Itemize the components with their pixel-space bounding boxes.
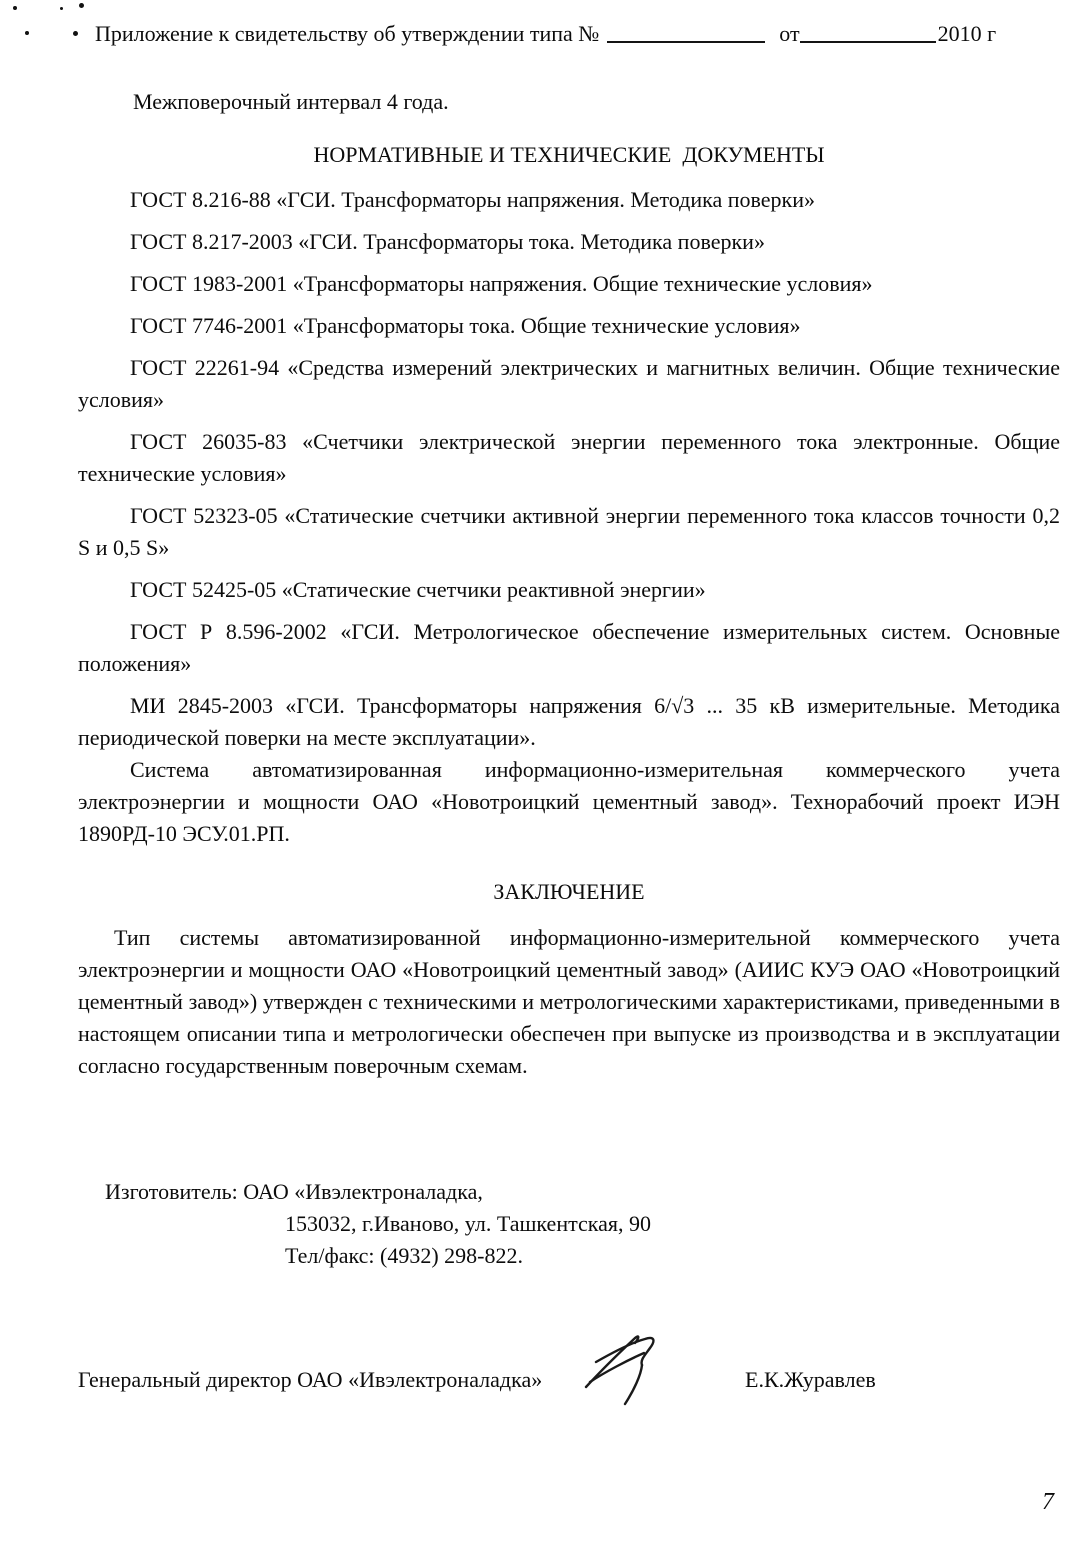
manufacturer-address: 153032, г.Иваново, ул. Ташкентская, 90 (285, 1211, 651, 1236)
signoff-row (78, 1336, 1060, 1466)
manufacturer-phone: Тел/факс: (4932) 298-822. (285, 1243, 523, 1268)
normative-item: ГОСТ 52323-05 «Статические счетчики активной энергии переменного тока классов точности 0,2 S и 0,5 S» (78, 503, 1060, 560)
scan-artifact-dot (25, 31, 29, 35)
scan-artifact-dot (13, 6, 17, 10)
header-from-label: от (779, 21, 800, 46)
manufacturer-name: Изготовитель: ОАО «Ивэлектроналадка, (105, 1179, 483, 1204)
scan-artifact-dot (79, 3, 84, 8)
manufacturer-block (78, 1176, 1060, 1272)
section-heading-conclusion: ЗАКЛЮЧЕНИЕ (493, 879, 645, 904)
normative-item: Система автоматизированная информационно-измерительная коммерческого учета электроэнергии и мощности ОАО «Новотроицкий цементный завод». Технорабочий проект ИЭН 1890РД-10 ЭСУ.01.РП. (78, 757, 1060, 846)
normative-item: ГОСТ Р 8.596-2002 «ГСИ. Метрологическое обеспечение измерительных систем. Основные положения» (78, 619, 1060, 676)
page-number: 7 (1042, 1489, 1054, 1515)
header-title: Приложение к свидетельству об утверждении типа № (95, 21, 600, 46)
section-heading-normative: НОРМАТИВНЫЕ И ТЕХНИЧЕСКИЕ ДОКУМЕНТЫ (313, 142, 825, 167)
normative-item: ГОСТ 26035-83 «Счетчики электрической энергии переменного тока электронные. Общие технические условия» (78, 429, 1060, 486)
header-line (78, 18, 1060, 50)
blank-certificate-number (607, 41, 765, 43)
normative-item: ГОСТ 7746-2001 «Трансформаторы тока. Общие технические условия» (130, 313, 801, 338)
normative-item: ГОСТ 52425-05 «Статические счетчики реактивной энергии» (130, 577, 706, 602)
scan-artifact-dot (60, 7, 63, 10)
normative-item: ГОСТ 8.217-2003 «ГСИ. Трансформаторы тока. Методика поверки» (130, 229, 765, 254)
normative-item: ГОСТ 8.216-88 «ГСИ. Трансформаторы напряжения. Методика поверки» (130, 187, 815, 212)
normative-item: МИ 2845-2003 «ГСИ. Трансформаторы напряжения 6/√3 ... 35 кВ измерительные. Методика периодической поверки на месте эксплуатации». (78, 693, 1060, 750)
scan-artifact-dot (73, 31, 78, 36)
blank-date (800, 41, 936, 43)
director-name: Е.К.Журавлев (745, 1367, 876, 1392)
director-title: Генеральный директор ОАО «Ивэлектроналадка» (78, 1367, 543, 1392)
normative-item: ГОСТ 1983-2001 «Трансформаторы напряжения. Общие технические условия» (130, 271, 873, 296)
signature-scribble (560, 1330, 710, 1460)
interval-note: Межповерочный интервал 4 года. (133, 89, 449, 114)
conclusion-text: Тип системы автоматизированной информационно-измерительной коммерческого учета электроэнергии и мощности ОАО «Новотроицкий цементный завод» (АИИС КУЭ ОАО «Новотроицкий цементный завод») утвержден с техническими и метрологическими характеристиками, приведенными в настоящем описании типа и метрологически обеспечен при выпуске из производства и в эксплуатации согласно государственным поверочным схемам. (78, 925, 1060, 1078)
normative-item: ГОСТ 22261-94 «Средства измерений электрических и магнитных величин. Общие технические условия» (78, 355, 1060, 412)
header-year: 2010 г (937, 21, 997, 46)
